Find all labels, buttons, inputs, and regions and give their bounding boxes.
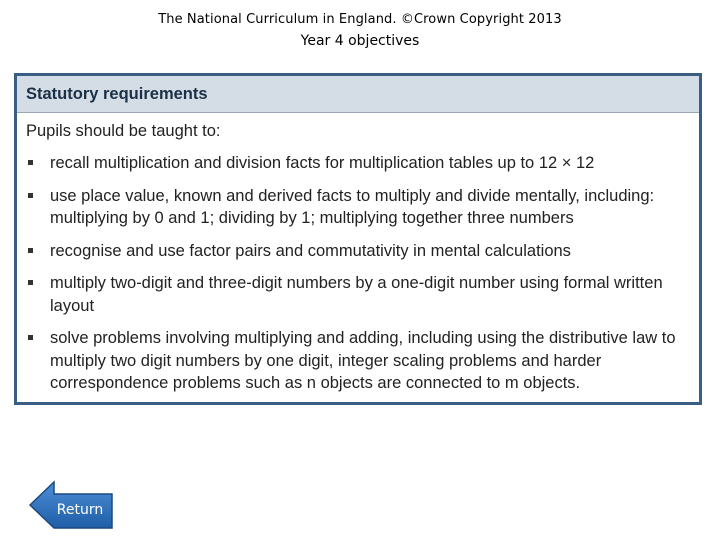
list-item-text: solve problems involving multiplying and adding, including using the distributive law to multiply two digit numbers by one digit, integer scaling problems and harder correspondence problems such as n objects are connected to m objects. [50,329,676,392]
list-item-text: multiply two-digit and three-digit numbers by a one-digit number using formal written layout [50,274,663,315]
bullet-icon [28,160,33,165]
bullet-icon [28,335,33,340]
list-item [26,185,696,230]
list-item-text: recognise and use factor pairs and commutativity in mental calculations [50,241,571,260]
list-item-text: use place value, known and derived facts to multiply and divide mentally, including: multiplying by 0 and 1; dividing by 1; multiplying together three numbers [50,186,655,227]
return-label: Return [56,502,104,518]
bullet-icon [28,248,33,253]
list-item [26,240,696,263]
panel-intro: Pupils should be taught to: [26,122,221,140]
list-item-text: recall multiplication and division facts for multiplication tables up to 12 × 12 [50,154,595,172]
panel-title: Statutory requirements [17,76,699,113]
page-title: Year 4 objectives [300,33,420,49]
copyright-notice: The National Curriculum in England. ©Crown Copyright 2013 [158,12,562,27]
list-item [26,152,696,175]
list-item [26,327,696,395]
return-button[interactable] [28,480,114,530]
requirements-list [26,152,696,405]
statutory-requirements-panel [14,73,702,405]
bullet-icon [28,280,33,285]
list-item [26,272,696,317]
bullet-icon [28,193,33,198]
